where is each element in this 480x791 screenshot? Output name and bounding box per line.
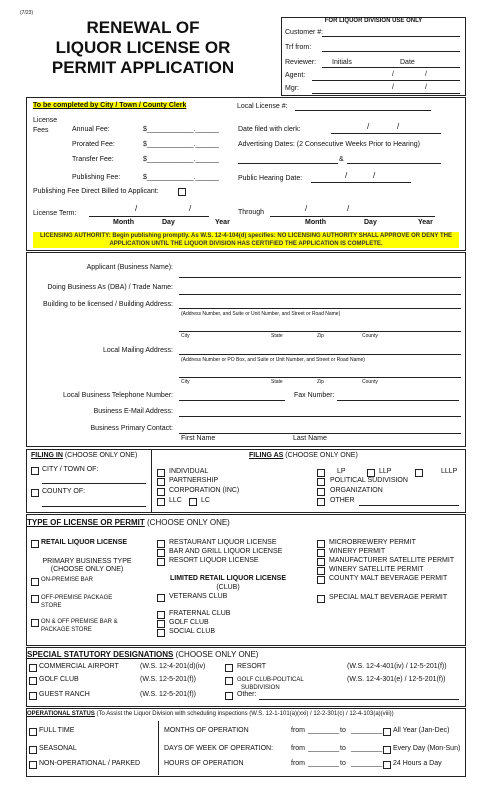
city-town-field[interactable]: [42, 483, 146, 484]
fax-label: Fax Number:: [294, 392, 335, 399]
email-label: Business E-Mail Address:: [93, 408, 173, 415]
license-fees-line-1: License: [33, 117, 58, 124]
days-from-label: from: [291, 745, 305, 752]
term-start-day: Day: [162, 219, 175, 226]
restaurant-label: RESTAURANT LIQUOR LICENSE: [169, 539, 277, 546]
term-end-day: Day: [364, 219, 377, 226]
term-end-slash-1: /: [305, 204, 308, 213]
reviewer-field[interactable]: [322, 67, 460, 68]
term-end-month: Month: [305, 219, 326, 226]
filing-as-heading: [249, 452, 358, 459]
golf-club-label: GOLF CLUB: [169, 619, 209, 626]
city-town-checkbox[interactable]: [31, 467, 39, 475]
office-use-box: [281, 17, 466, 96]
operational-section: [26, 708, 466, 777]
license-term-end[interactable]: [270, 216, 435, 217]
date-filed-field[interactable]: [331, 133, 441, 134]
other-filing-field[interactable]: [359, 505, 459, 506]
winery-checkbox[interactable]: [317, 549, 325, 557]
other-designation-checkbox[interactable]: [225, 692, 233, 700]
full-time-label: FULL TIME: [39, 727, 75, 734]
term-end-slash-2: /: [347, 204, 350, 213]
resort-designation-checkbox[interactable]: [225, 664, 233, 672]
trf-from-label: Trf from:: [285, 44, 312, 51]
corporation-checkbox[interactable]: [157, 488, 165, 496]
county-malt-checkbox[interactable]: [317, 576, 325, 584]
social-club-checkbox[interactable]: [157, 629, 165, 637]
off-premise-line-1: OFF-PREMISE PACKAGE: [41, 595, 113, 601]
hours-from-label: from: [291, 760, 305, 767]
business-name-field[interactable]: [179, 277, 461, 278]
filing-in-heading: [31, 452, 137, 459]
microbrewery-label: MICROBREWERY PERMIT: [329, 539, 416, 546]
publishing-fee-field[interactable]: $____________.______: [143, 174, 219, 181]
veterans-label: VETERANS CLUB: [169, 593, 228, 600]
guest-ranch-label: GUEST RANCH: [39, 691, 90, 698]
winery-label: WINERY PERMIT: [329, 548, 386, 555]
special-heading: [27, 650, 258, 659]
club-label: (CLUB): [216, 584, 240, 591]
months-label: MONTHS OF OPERATION: [164, 727, 249, 734]
days-from-field[interactable]: ________: [308, 745, 340, 752]
days-to-label: to: [340, 745, 346, 752]
mgr-slash-2: /: [425, 84, 427, 91]
telephone-field[interactable]: [179, 400, 285, 401]
filing-in-column: [27, 450, 152, 512]
24-hours-checkbox[interactable]: [383, 761, 391, 769]
license-term-start[interactable]: [89, 216, 209, 217]
lp-checkbox[interactable]: [317, 469, 325, 477]
license-term-label: License Term:: [33, 210, 77, 217]
on-premise-label: ON-PREMISE BAR: [41, 577, 94, 583]
reviewer-label: Reviewer:: [285, 59, 317, 66]
local-license-label: Local License #:: [237, 103, 288, 110]
other-designation-field[interactable]: [259, 699, 459, 700]
days-label: DAYS OF WEEK OF OPERATION:: [164, 745, 274, 752]
title-line-1: RENEWAL OF: [86, 18, 200, 37]
county-of-label: COUNTY OF:: [42, 488, 86, 495]
date-filed-slash-2: /: [397, 122, 400, 131]
off-premise-line-2: STORE: [41, 603, 62, 609]
hearing-slash-1: /: [345, 171, 348, 180]
mgr-label: Mgr:: [285, 85, 299, 92]
fax-field[interactable]: [337, 400, 459, 401]
term-start-year: Year: [215, 219, 230, 226]
months-to-label: to: [340, 727, 346, 734]
prorated-fee-field[interactable]: $____________.______: [143, 141, 219, 148]
clerk-heading: To be completed by City / Town / County Clerk: [33, 102, 187, 109]
on-off-line-1: ON & OFF PREMISE BAR &: [41, 619, 118, 625]
resort-designation-statute: (W.S. 12-4-401(iv) / 12-5-201(f)): [347, 663, 447, 670]
other-filing-label: OTHER: [330, 497, 355, 504]
building-address-label: Building to be licensed / Building Address:: [43, 301, 173, 308]
license-fees-line-2: Fees: [33, 127, 49, 134]
llp-checkbox[interactable]: [367, 469, 375, 477]
seasonal-label: SEASONAL: [39, 745, 77, 752]
county-malt-label: COUNTY MALT BEVERAGE PERMIT: [329, 575, 448, 582]
organization-label: ORGANIZATION: [330, 487, 383, 494]
24-hours-label: 24 Hours a Day: [393, 760, 442, 767]
term-end-year: Year: [418, 219, 433, 226]
special-subtitle: (CHOOSE ONLY ONE): [173, 650, 259, 659]
clerk-section: [26, 97, 466, 251]
political-label: POLITICAL SUDIVISION: [330, 477, 408, 484]
lp-label: LP: [337, 468, 346, 475]
term-start-slash-2: /: [189, 204, 192, 213]
mgr-slash-1: /: [392, 84, 394, 91]
llp-label: LLP: [379, 468, 392, 475]
hours-to-field[interactable]: ________: [351, 760, 383, 767]
hours-label: HOURS OF OPERATION: [164, 760, 244, 767]
date-label: Date: [400, 59, 415, 66]
annual-fee-field[interactable]: $____________.______: [143, 126, 219, 133]
license-type-subtitle: (CHOOSE ONLY ONE): [144, 518, 230, 527]
seasonal-checkbox[interactable]: [29, 746, 37, 754]
days-to-field[interactable]: ________: [351, 745, 383, 752]
restaurant-checkbox[interactable]: [157, 540, 165, 548]
advertising-date-1[interactable]: [238, 163, 338, 164]
filing-in-subtitle: (CHOOSE ONLY ONE): [62, 452, 138, 459]
filing-as-title: FILING AS: [249, 452, 284, 459]
on-off-premise-label: [41, 618, 118, 634]
agent-slash-2: /: [425, 71, 427, 78]
retail-liquor-label: RETAIL LIQUOR LICENSE: [41, 539, 128, 546]
term-start-slash-1: /: [135, 204, 138, 213]
dba-field[interactable]: [179, 294, 461, 295]
commercial-airport-label: COMMERCIAL AIRPORT: [39, 663, 119, 670]
applicant-section: [26, 252, 466, 447]
resort-designation-label: RESORT: [237, 663, 267, 670]
llc-checkbox[interactable]: [157, 498, 165, 506]
primary-business-type: PRIMARY BUSINESS TYPE: [42, 558, 132, 565]
license-type-title: TYPE OF LICENSE OR PERMIT: [27, 518, 145, 527]
political-checkbox[interactable]: [317, 478, 325, 486]
resort-liquor-label: RESORT LIQUOR LICENSE: [169, 557, 259, 564]
title-line-2: LIQUOR LICENSE OR: [55, 38, 231, 57]
building-city-field[interactable]: [179, 331, 461, 332]
commercial-airport-statute: (W.S. 12-4-201(d)(iv): [140, 663, 206, 670]
mailing-address-field[interactable]: [179, 354, 461, 355]
contact-field[interactable]: [179, 433, 461, 434]
city-town-label: CITY / TOWN OF:: [42, 466, 99, 473]
building-address-hint: (Address Number, and Suite or Unit Number, and Street or Road Name): [181, 311, 341, 317]
lllp-checkbox[interactable]: [415, 469, 423, 477]
contact-first-name-hint: First Name: [181, 435, 216, 442]
llc-label: LLC: [169, 497, 182, 504]
primary-choose-one: (CHOOSE ONLY ONE): [50, 566, 124, 573]
special-designations-section: [26, 647, 466, 707]
commercial-airport-checkbox[interactable]: [29, 664, 37, 672]
on-premise-checkbox[interactable]: [31, 578, 39, 586]
all-year-label: All Year (Jan-Dec): [393, 727, 450, 734]
building-county-hint: County: [362, 333, 378, 339]
manufacturer-satellite-label: MANUFACTURER SATELLITE PERMIT: [329, 557, 455, 564]
business-name-label: Applicant (Business Name):: [86, 264, 173, 271]
guest-ranch-statute: (W.S. 12-5-201(f)): [140, 691, 197, 698]
fraternal-checkbox[interactable]: [157, 611, 165, 619]
special-malt-label: SPECIAL MALT BEVERAGE PERMIT: [329, 594, 448, 601]
office-use-header: FOR LIQUOR DIVISION USE ONLY: [324, 18, 423, 24]
off-premise-label: [41, 594, 112, 610]
mailing-zip-hint: Zip: [317, 379, 324, 385]
form-title: [28, 18, 258, 78]
organization-checkbox[interactable]: [317, 488, 325, 496]
filing-as-subtitle: (CHOOSE ONLY ONE): [283, 452, 358, 459]
winery-satellite-label: WINERY SATELLITE PERMIT: [329, 566, 424, 573]
non-operational-label: NON-OPERATIONAL / PARKED: [39, 760, 140, 767]
operational-divider: [158, 721, 159, 775]
bar-grill-checkbox[interactable]: [157, 549, 165, 557]
months-from-field[interactable]: ________: [308, 727, 340, 734]
months-from-label: from: [291, 727, 305, 734]
golf-political-line-1: GOLF CLUB-POLITICAL: [237, 677, 304, 683]
hours-from-field[interactable]: ________: [308, 760, 340, 767]
mailing-state-hint: State: [271, 379, 283, 385]
hours-to-label: to: [340, 760, 346, 767]
mgr-field[interactable]: [312, 93, 460, 94]
golf-club-checkbox[interactable]: [157, 620, 165, 628]
date-filed-slash-1: /: [367, 122, 370, 131]
winery-satellite-checkbox[interactable]: [317, 567, 325, 575]
license-type-section: [26, 514, 466, 646]
building-state-hint: State: [271, 333, 283, 339]
operational-heading: [27, 711, 394, 717]
publishing-direct-label: Publishing Fee Direct Billed to Applicant:: [33, 188, 159, 195]
bar-grill-label: BAR AND GRILL LIQUOR LICENSE: [169, 548, 283, 555]
months-to-field[interactable]: ________: [351, 727, 383, 734]
off-premise-checkbox[interactable]: [31, 595, 39, 603]
golf-political-line-2: SUBDIVISION: [241, 685, 280, 691]
agent-slash-1: /: [392, 71, 394, 78]
other-filing-checkbox[interactable]: [317, 498, 325, 506]
initials-label: Initials: [332, 59, 352, 66]
advertising-label: Advertising Dates: (2 Consecutive Weeks Prior to Hearing): [238, 141, 420, 148]
social-club-label: SOCIAL CLUB: [169, 628, 216, 635]
transfer-fee-label: Transfer Fee:: [72, 156, 114, 163]
individual-checkbox[interactable]: [157, 469, 165, 477]
microbrewery-checkbox[interactable]: [317, 540, 325, 548]
fraternal-label: FRATERNAL CLUB: [169, 610, 231, 617]
contact-label: Business Primary Contact:: [90, 425, 173, 432]
mailing-address-label: Local Mailing Address:: [102, 347, 173, 354]
mailing-address-hint: (Address Number or PO Box, and Suite or Unit Number, and Street or Road Name): [181, 357, 365, 363]
operational-subtitle: (To Assist the Liquor Division with scheduling inspections (W.S. 12-1-101(a)(xxi) / 12-2-301(c) / 12-4-103(a)(viii)): [94, 711, 394, 717]
filing-section: [26, 449, 466, 513]
lllp-label: LLLP: [441, 468, 458, 475]
mailing-county-hint: County: [362, 379, 378, 385]
full-time-checkbox[interactable]: [29, 728, 37, 736]
retail-liquor-checkbox[interactable]: [31, 540, 39, 548]
dba-label: Doing Business As (DBA) / Trade Name:: [47, 284, 173, 291]
customer-label: Customer #:: [285, 29, 324, 36]
lc-label: LC: [201, 497, 210, 504]
building-address-field[interactable]: [179, 308, 461, 309]
publishing-fee-label: Publishing Fee:: [72, 174, 121, 181]
revision-date: (7/23): [20, 10, 34, 16]
contact-last-name-hint: Last Name: [293, 435, 327, 442]
mailing-city-hint: City: [181, 379, 190, 385]
county-of-checkbox[interactable]: [31, 489, 39, 497]
manufacturer-satellite-checkbox[interactable]: [317, 558, 325, 566]
publishing-direct-checkbox[interactable]: [178, 188, 186, 196]
operational-title: OPERATIONAL STATUS: [27, 711, 95, 717]
lc-checkbox[interactable]: [189, 498, 197, 506]
golf-designation-statute: (W.S. 12-5-201(f)): [140, 676, 197, 683]
license-fees-label: [33, 116, 57, 136]
licensing-authority-notice: LICENSING AUTHORITY: Begin publishing promptly. As W.S. 12-4-104(d) specifies: NO LICENSING AUTHORITY SHALL APPROVE OR DENY THE APPLICATION UNTIL THE LIQUOR DIVISION HAS CERTIFIED THE APPLICATION IS COMPLETE.: [33, 232, 459, 248]
corporation-label: CORPORATION (INC): [169, 487, 240, 494]
non-operational-checkbox[interactable]: [29, 761, 37, 769]
date-filed-label: Date filed with clerk:: [238, 126, 301, 133]
partnership-checkbox[interactable]: [157, 478, 165, 486]
limited-retail-label: LIMITED RETAIL LIQUOR LICENSE: [169, 575, 287, 582]
trf-from-field[interactable]: [322, 51, 460, 52]
individual-label: INDIVIDUAL: [169, 468, 209, 475]
golf-political-statute: (W.S. 12-4-301(e) / 12-5-201(f)): [347, 676, 446, 683]
prorated-fee-label: Prorated Fee:: [72, 141, 115, 148]
ampersand: &: [339, 156, 344, 163]
telephone-label: Local Business Telephone Number:: [63, 392, 173, 399]
special-malt-checkbox[interactable]: [317, 595, 325, 603]
every-day-checkbox[interactable]: [383, 746, 391, 754]
partnership-label: PARTNERSHIP: [169, 477, 219, 484]
title-line-3: PERMIT APPLICATION: [51, 58, 235, 77]
every-day-label: Every Day (Mon-Sun): [393, 745, 461, 752]
through-label: Through: [238, 209, 265, 216]
advertising-date-2[interactable]: [347, 163, 441, 164]
license-type-heading: [27, 518, 230, 527]
all-year-checkbox[interactable]: [383, 728, 391, 736]
local-license-field[interactable]: [295, 110, 431, 111]
agent-field[interactable]: [312, 80, 460, 81]
golf-political-checkbox[interactable]: [225, 677, 233, 685]
term-start-month: Month: [113, 219, 134, 226]
guest-ranch-checkbox[interactable]: [29, 692, 37, 700]
customer-field[interactable]: [322, 36, 460, 37]
mailing-city-field[interactable]: [179, 377, 461, 378]
email-field[interactable]: [179, 416, 461, 417]
building-city-hint: City: [181, 333, 190, 339]
other-designation-label: Other:: [237, 691, 257, 698]
transfer-fee-field[interactable]: $____________.______: [143, 156, 219, 163]
on-off-line-2: PACKAGE STORE: [41, 627, 92, 633]
public-hearing-label: Public Hearing Date:: [238, 175, 303, 182]
golf-designation-label: GOLF CLUB: [39, 676, 79, 683]
special-title: SPECIAL STATUTORY DESIGNATIONS: [27, 650, 174, 659]
golf-designation-checkbox[interactable]: [29, 677, 37, 685]
golf-political-label: [237, 676, 304, 692]
hearing-slash-2: /: [373, 171, 376, 180]
veterans-checkbox[interactable]: [157, 594, 165, 602]
filing-in-title: FILING IN: [31, 452, 63, 459]
annual-fee-label: Annual Fee:: [72, 126, 110, 133]
agent-label: Agent:: [285, 72, 306, 79]
county-of-field[interactable]: [42, 506, 146, 507]
building-zip-hint: Zip: [317, 333, 324, 339]
public-hearing-field[interactable]: [311, 182, 411, 183]
on-off-premise-checkbox[interactable]: [31, 619, 39, 627]
resort-liquor-checkbox[interactable]: [157, 558, 165, 566]
